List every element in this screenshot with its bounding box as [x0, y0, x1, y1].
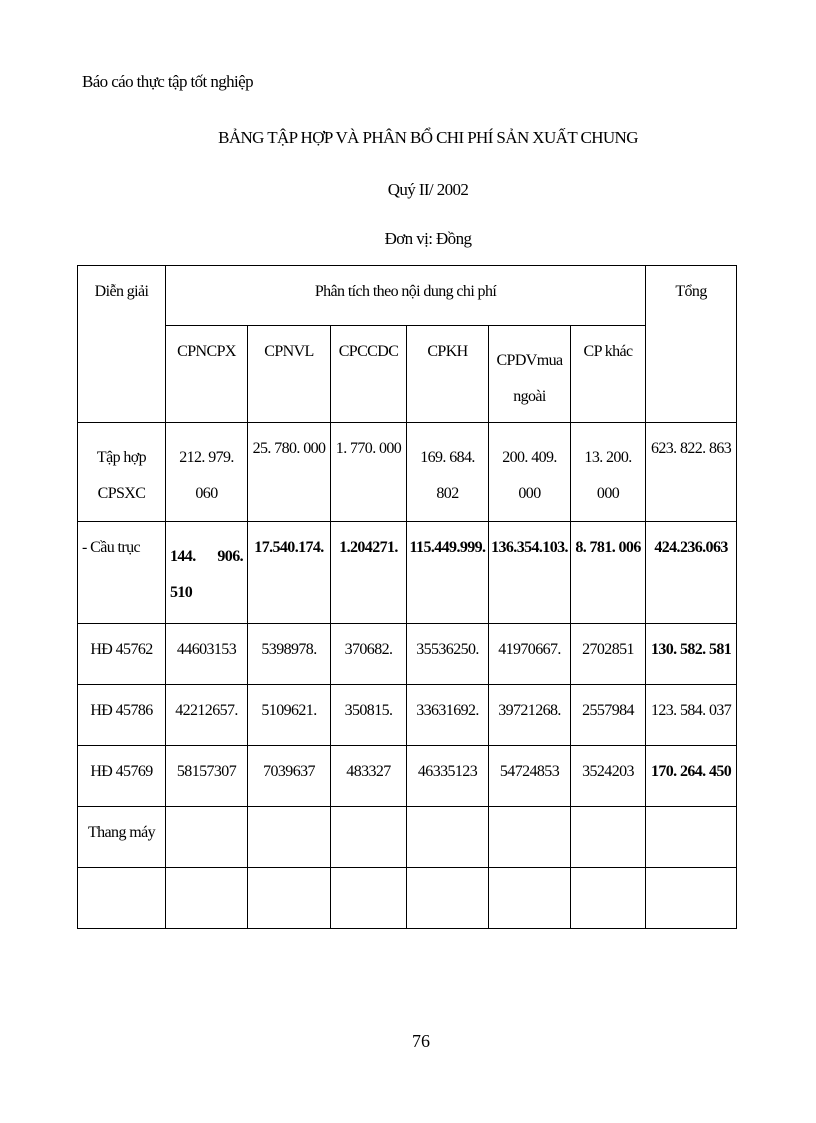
table-cell [248, 868, 331, 929]
table-row [78, 624, 737, 685]
subheader-cell: CPNCPX [166, 326, 248, 423]
table-cell: 1. 770. 000 [331, 423, 407, 522]
table-cell [331, 868, 407, 929]
subheader-cell: CPNVL [248, 326, 331, 423]
running-header: Báo cáo thực tập tốt nghiệp [82, 72, 253, 91]
row-label: Tập hợp CPSXC [78, 423, 166, 522]
table-cell-total: 424.236.063 [646, 522, 737, 624]
table-row [78, 423, 737, 522]
table-cell: 370682. [331, 624, 407, 685]
table-row [78, 522, 737, 624]
subheader-cell: CPKH [407, 326, 489, 423]
subheader-cell: CPDVmua ngoài [489, 326, 571, 423]
table-cell: 350815. [331, 685, 407, 746]
table-cell: 58157307 [166, 746, 248, 807]
table-cell: 5398978. [248, 624, 331, 685]
period-label: Quý II/ 2002 [387, 180, 469, 199]
table-cell: 2557984 [571, 685, 646, 746]
table-cell-total: 130. 582. 581 [646, 624, 737, 685]
table-cell: 144. 906. 510 [166, 522, 248, 624]
table-cell: 39721268. [489, 685, 571, 746]
table-cell: 3524203 [571, 746, 646, 807]
table-cell: 169. 684. 802 [407, 423, 489, 522]
table-cell [407, 868, 489, 929]
table-cell: 115.449.999. [407, 522, 489, 624]
table-row [78, 685, 737, 746]
table-cell-total [646, 868, 737, 929]
subheader-cell: CPCCDC [331, 326, 407, 423]
row-label: - Cầu trục [78, 522, 166, 624]
table-cell: 13. 200. 000 [571, 423, 646, 522]
row-label: HĐ 45769 [78, 746, 166, 807]
table-cell: 41970667. [489, 624, 571, 685]
table-row [78, 746, 737, 807]
table-cell: 17.540.174. [248, 522, 331, 624]
table-cell: 46335123 [407, 746, 489, 807]
row-label: HĐ 45762 [78, 624, 166, 685]
table-cell: 1.204271. [331, 522, 407, 624]
row-label: Thang máy [78, 807, 166, 868]
table-cell [248, 807, 331, 868]
table-cell-total [646, 807, 737, 868]
unit-label: Đơn vị: Đồng [384, 229, 472, 248]
row-label [78, 868, 166, 929]
header-cell-cost-analysis: Phân tích theo nội dung chi phí [166, 266, 646, 326]
table-cell: 136.354.103. [489, 522, 571, 624]
table-cell: 54724853 [489, 746, 571, 807]
header-cell-description: Diễn giải [78, 266, 166, 423]
table-cell [571, 807, 646, 868]
table-row [78, 868, 737, 929]
table-cell: 212. 979. 060 [166, 423, 248, 522]
table-cell-total: 170. 264. 450 [646, 746, 737, 807]
table-cell [489, 868, 571, 929]
row-label: HĐ 45786 [78, 685, 166, 746]
table-row [78, 807, 737, 868]
table-cell [166, 868, 248, 929]
table-cell: 35536250. [407, 624, 489, 685]
table-cell: 8. 781. 006 [571, 522, 646, 624]
table-cell: 42212657. [166, 685, 248, 746]
subheader-cell: CP khác [571, 326, 646, 423]
table-cell [166, 807, 248, 868]
table-cell-total: 623. 822. 863 [646, 423, 737, 522]
table-cell: 25. 780. 000 [248, 423, 331, 522]
table-cell: 483327 [331, 746, 407, 807]
table-cell: 5109621. [248, 685, 331, 746]
document-title: BẢNG TẬP HỢP VÀ PHÂN BỔ CHI PHÍ SẢN XUẤT CHUNG [218, 128, 638, 147]
header-cell-total: Tổng [646, 266, 737, 423]
table-cell [407, 807, 489, 868]
page-number: 76 [412, 1031, 430, 1051]
table-cell [489, 807, 571, 868]
table-cell: 200. 409. 000 [489, 423, 571, 522]
table-cell: 33631692. [407, 685, 489, 746]
table-cell: 2702851 [571, 624, 646, 685]
table-cell [331, 807, 407, 868]
table-cell: 44603153 [166, 624, 248, 685]
table-cell-total: 123. 584. 037 [646, 685, 737, 746]
table-cell [571, 868, 646, 929]
table-cell: 7039637 [248, 746, 331, 807]
cost-allocation-table [77, 265, 737, 929]
